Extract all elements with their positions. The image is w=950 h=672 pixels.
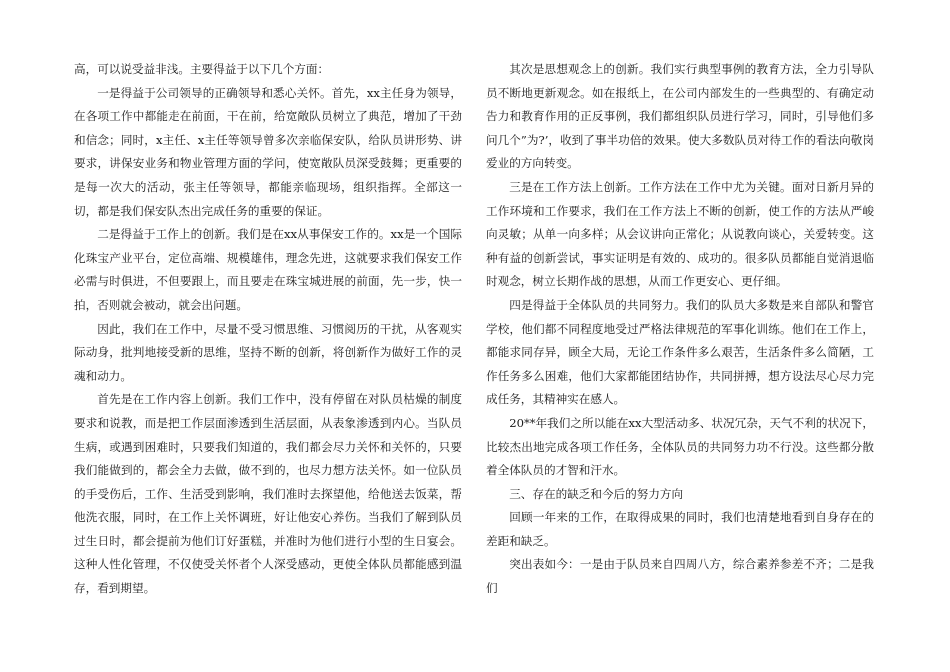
paragraph: 回顾一年来的工作，在取得成果的同时，我们也清楚地看到自身存在的差距和缺乏。 [486, 510, 874, 548]
paragraph: 一是得益于公司领导的正确领导和悉心关怀。首先，xx主任身为领导，在各项工作中都能走在前面，干在前，给宽敞队员树立了典范，增加了干劲和信念；同时，x主任、x主任等领导曾多次亲临保安队，给队员讲形势、讲要求，讲保安业务和物业管理方面的学问，使宽敞队员深受鼓舞；更重要的是每一次大的活动，张主任等领导，都能亲临现场，组织指挥。全部这一切，都是我们保安队杰出完成任务的重要的保证。 [74, 85, 462, 218]
paragraph: 高，可以说受益非浅。主要得益于以下几个方面： [74, 62, 330, 76]
paragraph: 突出表如今：一是由于队员来自四周八方，综合素养参差不齐；二是我们 [486, 557, 874, 596]
left-column [74, 58, 462, 601]
paragraph: 四是得益于全体队员的共同努力。我们的队员大多数是来自部队和警官学校，他们都不同程度地受过严格法律规范的军事化训练。他们在工作上，都能求同存异，顾全大局，无论工作条件多么艰苦，生活条件多么简陋，工作任务多么困难，他们大家都能团结协作，共同拼搏，想方设法尽心尽力完成任务，其精神实在感人。 [486, 297, 874, 407]
paragraph: 二是得益于工作上的创新。我们是在xx从事保安工作的。xx是一个国际化珠宝产业平台，定位高端、规模雄伟，理念先进，这就要求我们保安工作必需与时俱进，不但要跟上，而且要走在珠宝城进展的前面，先一步，快一拍，否则就会被动，就会出问题。 [74, 227, 462, 312]
paragraph: 20**年我们之所以能在xx大型活动多、状况冗杂，天气不利的状况下，比较杰出地完成各项工作任务，全体队员的共同努力功不行没。这些都分散着全体队员的才智和汗水。 [486, 415, 874, 478]
paragraph: 三是在工作方法上创新。工作方法在工作中尤为关键。面对日新月异的工作环境和工作要求，我们在工作方法上不断的创新，使工作的方法从严峻 向灵敏；从单一向多样；从会议讲向正常化；从说教向谈心，关爱转变。这种有益的创新尝试，事实证明是有效的、成功的。很多队员都能自觉消退临时观念，树立长期作战的思想，从而工作更安心、更仔细。 [486, 179, 874, 289]
paragraph: 因此，我们在工作中，尽量不受习惯思维、习惯阅历的干扰，从客观实际动身，批判地接受新的思维，坚持不断的创新，将创新作为做好工作的灵魂和动力。 [74, 321, 462, 383]
right-column [486, 58, 874, 601]
paragraph: 其次是思想观念上的创新。我们实行典型事例的教育方法，全力引导队员不断地更新观念。如在报纸上，在公司内部发生的一些典型的、有确定动告力和教育作用的正反事例，我们都组织队员进行学习，同时，引导他们多问几个”为?’，收到了事半功倍的效果。使大多数队员对待工作的看法向敬岗爱业的方向转变。 [486, 62, 874, 171]
section-heading: 三、存在的缺乏和今后的努力方向 [509, 486, 684, 501]
paragraph: 首先是在工作内容上创新。我们工作中，没有停留在对队员枯燥的制度要求和说教，而是把工作层面渗透到生活层面，从表象渗透到内心。当队员生病，或遇到困难时，只要我们知道的，我们都会尽力关怀和关怀的，只要我们能做到的，都会全力去做，做不到的，也尽力想方法关怀。如一位队员的手受伤后，工作、生活受到影响，我们准时去探望他，给他送去饭菜，帮他洗衣服，同时，在工作上关怀调班，好让他安心养伤。当我们了解到队员过生日时，都会提前为他们订好蛋糕，并准时为他们进行小型的生日宴会。这种人性化管理，不仅使受关怀者个人深受感动，更使全体队员都能感到温存，看到期望。 [74, 392, 462, 596]
